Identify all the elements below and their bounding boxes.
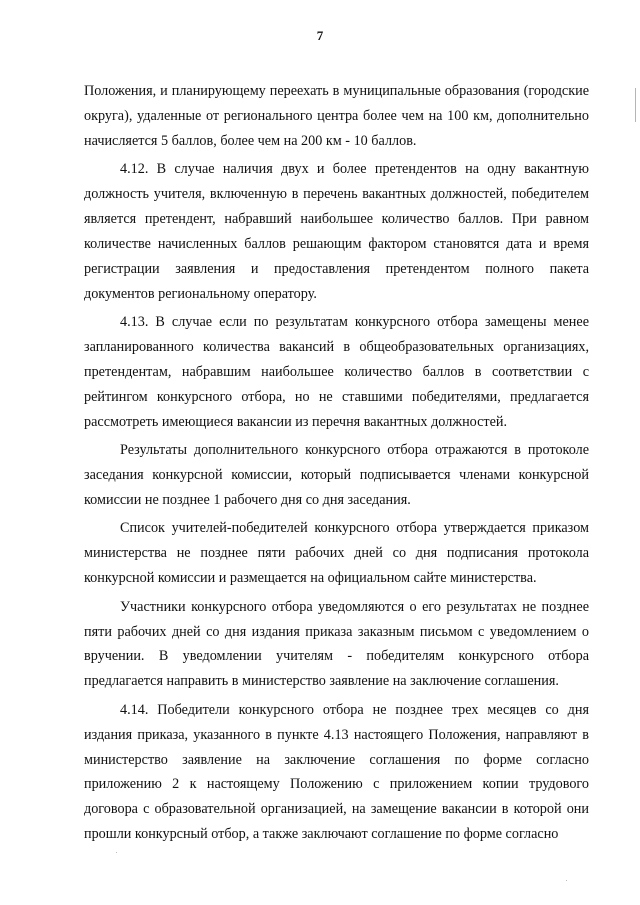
paragraph-4-14: 4.14. Победители конкурсного отбора не позднее трех месяцев со дня издания приказа, указанного в пункте 4.13 настоящего Положения, направляют в министерство заявление на заключение соглашения по форме согласно приложению 2 к настоящему Положению с приложением копии трудового договора с образовательной организацией, на замещение вакансии в которой они прошли конкурсный отбор, а также заключают соглашение по форме согласно <box>84 701 589 843</box>
paragraph-results-protocol: Результаты дополнительного конкурсного отбора отражаются в протоколе заседания конкурсной комиссии, который подписывается членами конкурсной комиссии не позднее 1 рабочего дня со дня заседания. <box>84 442 589 508</box>
scan-edge-mark <box>635 88 636 122</box>
scan-speck <box>566 880 567 881</box>
paragraph-winners-list: Список учителей-победителей конкурсного отбора утверждается приказом министерства не позднее пяти рабочих дней со дня подписания протокола конкурсной комиссии и размещается на официальном сайте министерства. <box>84 520 589 587</box>
page-number: 7 <box>316 28 324 43</box>
paragraph-continuation: Положения, и планирующему переехать в муниципальные образования (городские округа), удаленные от регионального центра более чем на 100 км, дополнительно начисляется 5 баллов, более чем на 200 км - 10 баллов. <box>84 83 589 149</box>
scan-speck <box>116 852 117 853</box>
paragraph-notification: Участники конкурсного отбора уведомляются о его результатах не позднее пяти рабочих дней со дня издания приказа заказным письмом с уведомлением о вручении. В уведомлении учителям - победителям конкурсного отбора предлагается направить в министерство заявление на заключение соглашения. <box>84 598 589 690</box>
document-body <box>84 79 589 847</box>
paragraph-4-12: 4.12. В случае наличия двух и более претендентов на одну вакантную должность учителя, включенную в перечень вакантных должностей, победителем является претендент, набравший наибольшее количество баллов. При равном количестве начисленных баллов решающим фактором становятся дата и время регистрации заявления и предоставления претендентом полного пакета документов региональному оператору. <box>84 161 589 302</box>
paragraph-4-13: 4.13. В случае если по результатам конкурсного отбора замещены менее запланированного количества вакансий в общеобразовательных организациях, претендентам, набравшим наибольшее количество баллов в соответствии с рейтингом конкурсного отбора, но не ставшими победителями, предлагается рассмотреть имеющиеся вакансии из перечня вакантных должностей. <box>84 314 589 430</box>
